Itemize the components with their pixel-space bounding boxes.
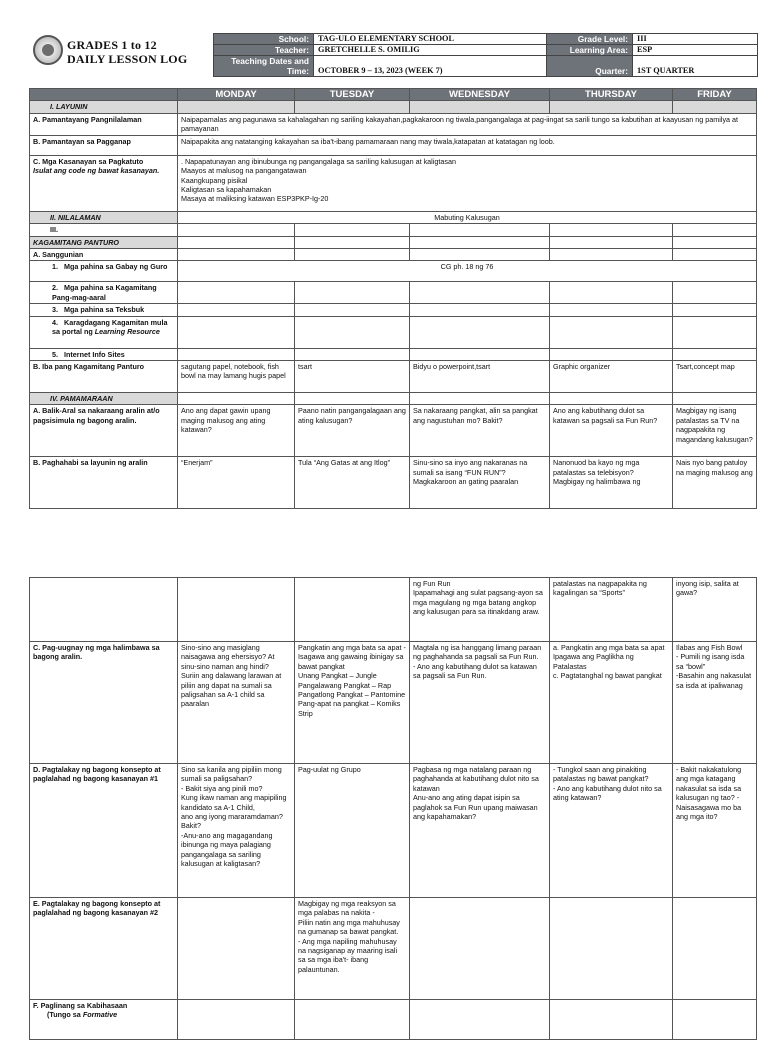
gabay-ng-guro-text: CG ph. 18 ng 76	[178, 261, 757, 282]
iba-thursday: Graphic organizer	[550, 361, 673, 393]
c-monday: Sino-sino ang masiglang naisagawa ang ehersisyo? At sinu-sino naman ang hindi? Suriin ang dalawang larawan at piliin ang dapat na sumali sa paligsahan sa A-1 child sa paaralan	[178, 642, 295, 764]
grade-level-value: III	[633, 34, 758, 45]
row-label-internet-info-sites	[30, 348, 178, 360]
c-tuesday: Pangkatin ang mga bata sa apat - Isagawa ang gawaing ibinigay sa bawat pangkat Unang Pangkat – Jungle Pangalawang Pangkat – Rap Pangatlong Pangkat – Pantomine Pang-apat na pangkat – Komiks Strip	[295, 642, 410, 764]
row-label-pamantayan-sa-pagganap: B. Pamantayan sa Pagganap	[30, 135, 178, 155]
e-friday	[673, 898, 757, 1000]
paghahabi-friday: Nais nyo bang patuloy na maging malusog ang	[673, 457, 757, 509]
teacher-value: GRETCHELLE S. OMILIG	[314, 45, 547, 56]
teacher-label: Teacher:	[214, 45, 314, 56]
section-pamamaraan: IV. PAMAMARAAN	[30, 393, 178, 405]
quarter-value-text: 1ST QUARTER	[637, 66, 695, 75]
document-title	[67, 38, 187, 66]
c-thursday: a. Pangkatin ang mga bata sa apat Ipagawa ang Paglikha ng Patalastas c. Pagtatanghal ng bawat pangkat	[550, 642, 673, 764]
day-header-friday: FRIDAY	[673, 89, 757, 101]
pamantayan-sa-pagganap-text: Naipapakita ang natatanging kakayahan sa iba't-ibang pamamaraan nang may tiwala,katapatan at katatagan ng loob.	[178, 135, 757, 155]
kasanayan-line: Kaangkupang pisikal	[181, 175, 248, 185]
balik-wednesday: Sa nakaraang pangkat, alin sa pangkat ang nagustuhan mo? Bakit?	[410, 405, 550, 457]
paglinang-sublabel: (Tungo sa	[47, 1010, 83, 1020]
day-header-tuesday: TUESDAY	[295, 89, 410, 101]
item-number: 1.	[52, 262, 58, 272]
row-label-pagtalakay-2: E. Pagtalakay ng bagong konsepto at paglalahad ng bagong kasanayan #2	[30, 898, 178, 1000]
section-kagamitang-panturo: KAGAMITANG PANTURO	[30, 236, 178, 248]
d-tuesday: Pag-uulat ng Grupo	[295, 764, 410, 898]
grade-level-label: Grade Level:	[547, 34, 633, 45]
e-tuesday: Magbigay ng mga reaksyon sa mga palabas na nakita - Piliin natin ang mga mahuhusay na gumanap sa bawat pangkat. - Ang mga napiling mahuhusay na nagsiganap ay maaring isali sa sa mga iba't- ibang palauntunan.	[295, 898, 410, 1000]
teaching-dates-label-line2: Time:	[287, 66, 309, 76]
pamantayang-pangnilalaman-text: Naipapamalas ang pagunawa sa kahalagahan ng sariling kakayahan,pagkakaroon ng tiwala,pangangalaga at pag-iingat sa sarili tungo sa kabutihan at kaayusan ng pamilya at pamayanan	[178, 113, 757, 135]
c-wednesday: Magtala ng isa hanggang limang paraan ng paghahanda sa pagsali sa Fun Run. - Ano ang kabutihang dulot sa katawan sa pagsali sa Fun Run.	[410, 642, 550, 764]
balik-tuesday: Paano natin pangangalagaan ang ating kalusugan?	[295, 405, 410, 457]
kasanayan-line: Maayos at malusog na pangangatawan	[181, 166, 307, 176]
iba-wednesday: Bidyu o powerpoint,tsart	[410, 361, 550, 393]
day-header-monday: MONDAY	[178, 89, 295, 101]
corner-cell	[30, 89, 178, 101]
teaching-dates-label	[214, 56, 314, 77]
c-friday: Ilabas ang Fish Bowl - Pumili ng isang isda sa “bowl” -Basahin ang nakasulat sa isda at ipaliwanag	[673, 642, 757, 764]
section-iii: III.	[30, 224, 178, 236]
quarter-label: Quarter:	[547, 56, 633, 77]
lesson-log-table-continued	[29, 577, 757, 1040]
lesson-log-table	[29, 88, 757, 509]
row-label-paghahabi: B. Paghahabi sa layunin ng aralin	[30, 457, 178, 509]
paghahabi-wednesday: Sinu-sino sa inyo ang nakaranas na sumali sa isang “FUN RUN”? Magkakaroon an gating paaralan	[410, 457, 550, 509]
quarter-value	[633, 56, 758, 77]
kasanayan-text	[178, 155, 757, 211]
d-wednesday: Pagbasa ng mga natalang paraan ng paghahanda at kabutihang dulot nito sa katawan Anu-ano ang ating dapat isipin sa paglahok sa Fun Run upang maiwasan ang kapahamakan?	[410, 764, 550, 898]
row-label-kasanayan	[30, 155, 178, 211]
item-text-italic: Learning Resource	[94, 327, 160, 337]
kasanayan-sublabel: Isulat ang code ng bawat kasanayan.	[33, 166, 160, 176]
cont-tuesday	[295, 578, 410, 642]
iba-tuesday: tsart	[295, 361, 410, 393]
item-number: 5.	[52, 349, 58, 359]
kasanayan-label: C. Mga Kasanayan sa Pagkatuto	[33, 156, 144, 166]
e-wednesday	[410, 898, 550, 1000]
teaching-dates-label-line1: Teaching Dates and	[231, 56, 309, 66]
row-label-paglinang	[30, 1000, 178, 1040]
row-label-pamantayang-pangnilalaman: A. Pamantayang Pangnilalaman	[30, 113, 178, 135]
iba-monday: sagutang papel, notebook, fish bowl na may lamang hugis papel	[178, 361, 295, 393]
school-label: School:	[214, 34, 314, 45]
item-number: 2.	[52, 283, 58, 293]
kasanayan-line: . Napapatunayan ang ibinubunga ng pangangalaga sa sariling kalusugan at kaligtasan	[181, 156, 456, 166]
item-text: Mga pahina sa Teksbuk	[64, 305, 145, 315]
item-text: Internet Info Sites	[64, 349, 125, 359]
item-text: Mga pahina sa Gabay ng Guro	[64, 262, 168, 272]
row-label-iba-pang-kagamitan: B. Iba pang Kagamitang Panturo	[30, 361, 178, 393]
d-thursday: - Tungkol saan ang pinakiting patalastas ng bawat pangkat? - Ano ang kabutihang dulot nito sa ating katawan?	[550, 764, 673, 898]
row-label-pagtalakay-1: D. Pagtalakay ng bagong konsepto at paglalahad ng bagong kasanayan #1	[30, 764, 178, 898]
kasanayan-line: Kaligtasan sa kapahamakan	[181, 185, 272, 195]
title-line-2: DAILY LESSON LOG	[67, 52, 188, 66]
deped-seal-logo	[33, 35, 63, 65]
cont-thursday: patalastas na nagpapakita ng kagalingan sa “Sports”	[550, 578, 673, 642]
row-label-sanggunian: A. Sanggunian	[30, 249, 178, 261]
day-header-wednesday: WEDNESDAY	[410, 89, 550, 101]
paghahabi-tuesday: Tula “Ang Gatas at ang Itlog”	[295, 457, 410, 509]
cont-monday	[178, 578, 295, 642]
d-monday: Sino sa kanila ang pipiliin mong sumali sa paligsahan? - Bakit siya ang pinili mo? Kung ikaw naman ang mapipiling kandidato sa A-1 Child, ano ang iyong mararamdaman? Bakit? -Anu-ano ang magagandang ibinunga ng maya palagiang pangangalaga sa sariling kalusugan at kaligtasan?	[178, 764, 295, 898]
row-label-gabay-ng-guro	[30, 261, 178, 282]
learning-area-label: Learning Area:	[547, 45, 633, 56]
paglinang-label: F. Paglinang sa Kabihasaan	[33, 1001, 128, 1010]
item-text: Karagdagang Kagamitan mula sa portal ng	[52, 317, 168, 337]
item-number: 4.	[52, 317, 58, 327]
title-line-1: GRADES 1 to 12	[67, 38, 157, 52]
paghahabi-thursday: Nanonuod ba kayo ng mga patalastas sa telebisyon? Magbigay ng halimbawa ng	[550, 457, 673, 509]
section-layunin: I. LAYUNIN	[30, 101, 178, 113]
day-header-thursday: THURSDAY	[550, 89, 673, 101]
kasanayan-line: Masaya at maliksing katawan ESP3PKP-Ig-20	[181, 194, 329, 204]
header-info-table	[213, 33, 758, 77]
item-number: 3.	[52, 305, 58, 315]
school-value: TAG-ULO ELEMENTARY SCHOOL	[314, 34, 547, 45]
e-monday	[178, 898, 295, 1000]
iba-friday: Tsart,concept map	[673, 361, 757, 393]
cont-friday: inyong isip, salita at gawa?	[673, 578, 757, 642]
balik-monday: Ano ang dapat gawin upang maging malusog ang ating katawan?	[178, 405, 295, 457]
cont-wednesday: ng Fun Run Ipapamahagi ang sulat pagsang-ayon sa mga magulang ng mga batang angkop ang kalusugan para sa itinakdang araw.	[410, 578, 550, 642]
paghahabi-monday: “Enerjam”	[178, 457, 295, 509]
e-thursday	[550, 898, 673, 1000]
row-label-pag-uugnay: C. Pag-uugnay ng mga halimbawa sa bagong aralin.	[30, 642, 178, 764]
balik-friday: Magbigay ng isang patalastas sa TV na nagpapakita ng magandang kalusugan?	[673, 405, 757, 457]
row-label-kagamitang-pang-mag-aaral	[30, 282, 178, 304]
teaching-dates-value: OCTOBER 9 – 13, 2023 (WEEK 7)	[314, 56, 547, 77]
paglinang-sublabel-italic: Formative	[82, 1010, 118, 1020]
section-nilalaman: II. NILALAMAN	[30, 211, 178, 223]
learning-area-value: ESP	[633, 45, 758, 56]
balik-thursday: Ano ang kabutihang dulot sa katawan sa pagsali sa Fun Run?	[550, 405, 673, 457]
item-text: Mga pahina sa Kagamitang Pang-mag-aaral	[52, 283, 157, 302]
row-label-karagdagang-kagamitan	[30, 316, 178, 348]
row-label-teksbuk	[30, 304, 178, 316]
row-label-balik-aral: A. Balik-Aral sa nakaraang aralin at/o pagsisimula ng bagong aralin.	[30, 405, 178, 457]
d-friday: - Bakit nakakatulong ang mga katagang nakasulat sa isda sa kalusugan ng tao? - Naisasagawa mo ba ang mga ito?	[673, 764, 757, 898]
nilalaman-text: Mabuting Kalusugan	[178, 211, 757, 223]
